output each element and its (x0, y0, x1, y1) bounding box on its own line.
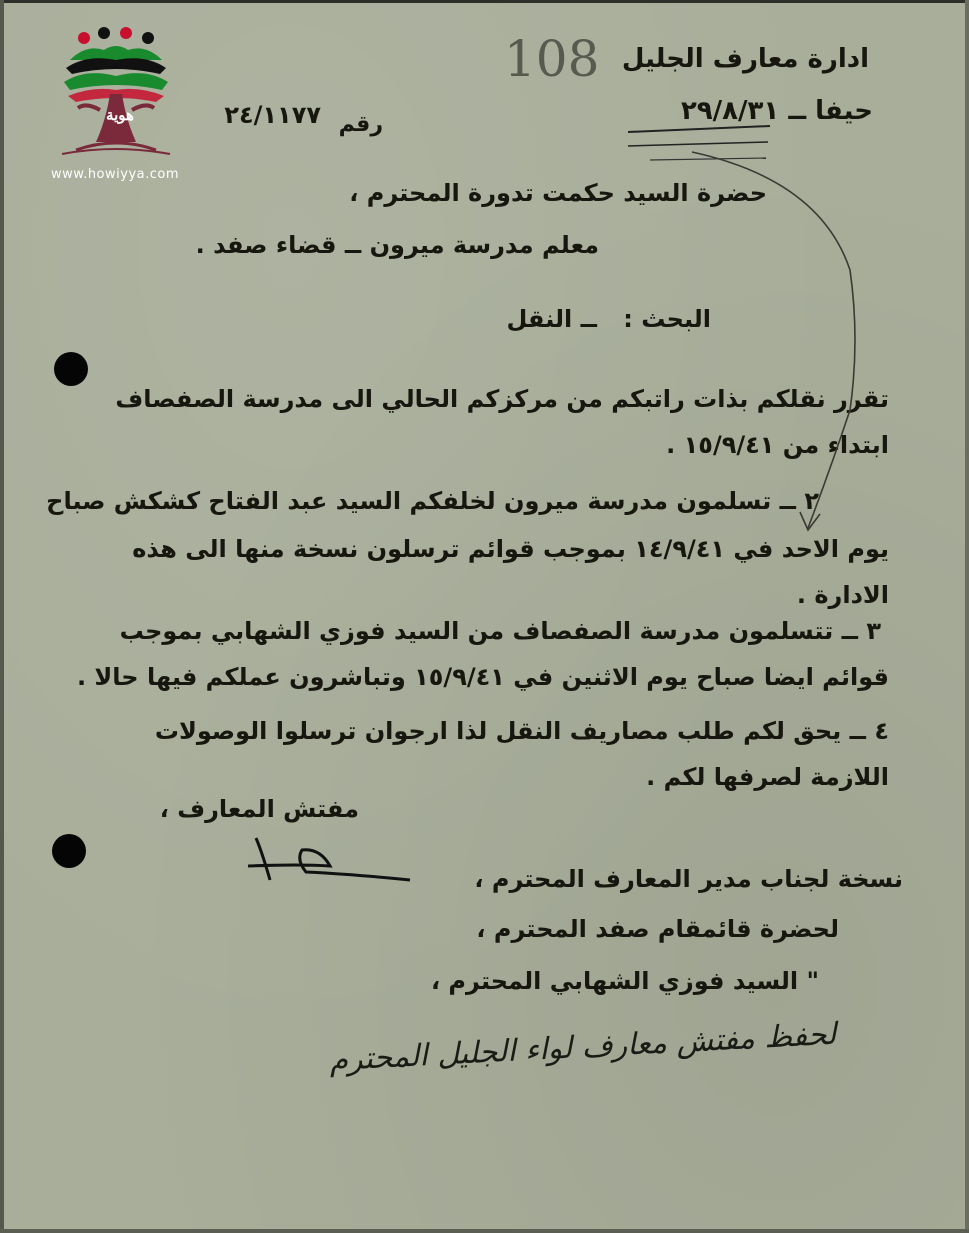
signature-mark (248, 838, 410, 880)
body-line-9: اللازمة لصرفها لكم . (646, 763, 889, 791)
reference-number: ٢٤/١١٧٧ (224, 101, 321, 129)
body-line-4: يوم الاحد في ١٤/٩/٤١ بموجب قوائم ترسلون نسخة منها الى هذه (132, 535, 889, 563)
page-number: 108 (504, 30, 600, 88)
date-underline-2 (628, 142, 768, 146)
body-line-6: ٣ ــ تتسلمون مدرسة الصفصاف من السيد فوزي الشهابي بموجب (119, 617, 881, 645)
pen-arrow-stroke (692, 152, 855, 528)
copy-line-3: " السيد فوزي الشهابي المحترم ، (430, 967, 819, 995)
body-line-2: ابتداء من ١٥/٩/٤١ . (666, 431, 889, 459)
body-line-3: ٢ ــ تسلمون مدرسة ميرون لخلفكم السيد عبد الفتاح كشكش صباح (46, 487, 819, 515)
signoff: مفتش المعارف ، (159, 795, 359, 823)
date-underline-3 (650, 158, 766, 160)
recipient-line-2: معلم مدرسة ميرون ــ قضاء صفد . (195, 231, 599, 259)
recipient-line-1: حضرة السيد حكمت تدورة المحترم ، (349, 179, 767, 207)
subject-value: ــ النقل (506, 305, 597, 333)
copy-line-1: نسخة لجناب مدير المعارف المحترم ، (474, 865, 903, 893)
handwritten-note: لحفظ مفتش معارف لواء الجليل المحترم (328, 1016, 838, 1079)
city-date: حيفا ــ ٢٩/٨/٣١ (680, 96, 873, 126)
body-line-1: تقرر نقلكم بذات راتبكم من مركزكم الحالي الى مدرسة الصفصاف (115, 385, 889, 413)
organization-name: ادارة معارف الجليل (621, 44, 869, 74)
logo-brand-text: هوية (106, 106, 134, 124)
logo-url: www.howiyya.com (50, 167, 180, 182)
date-underline-1 (628, 126, 770, 132)
body-line-7: قوائم ايضا صباح يوم الاثنين في ١٥/٩/٤١ وتباشرون عملكم فيها حالا . (76, 663, 889, 691)
body-line-8: ٤ ــ يحق لكم طلب مصاريف النقل لذا ارجوان ترسلوا الوصولات (154, 717, 889, 745)
reference-label: رقم (338, 112, 383, 137)
subject-label: البحث : (623, 305, 711, 333)
copy-line-2: لحضرة قائمقام صفد المحترم ، (476, 915, 839, 943)
body-line-5: الادارة . (796, 581, 889, 609)
